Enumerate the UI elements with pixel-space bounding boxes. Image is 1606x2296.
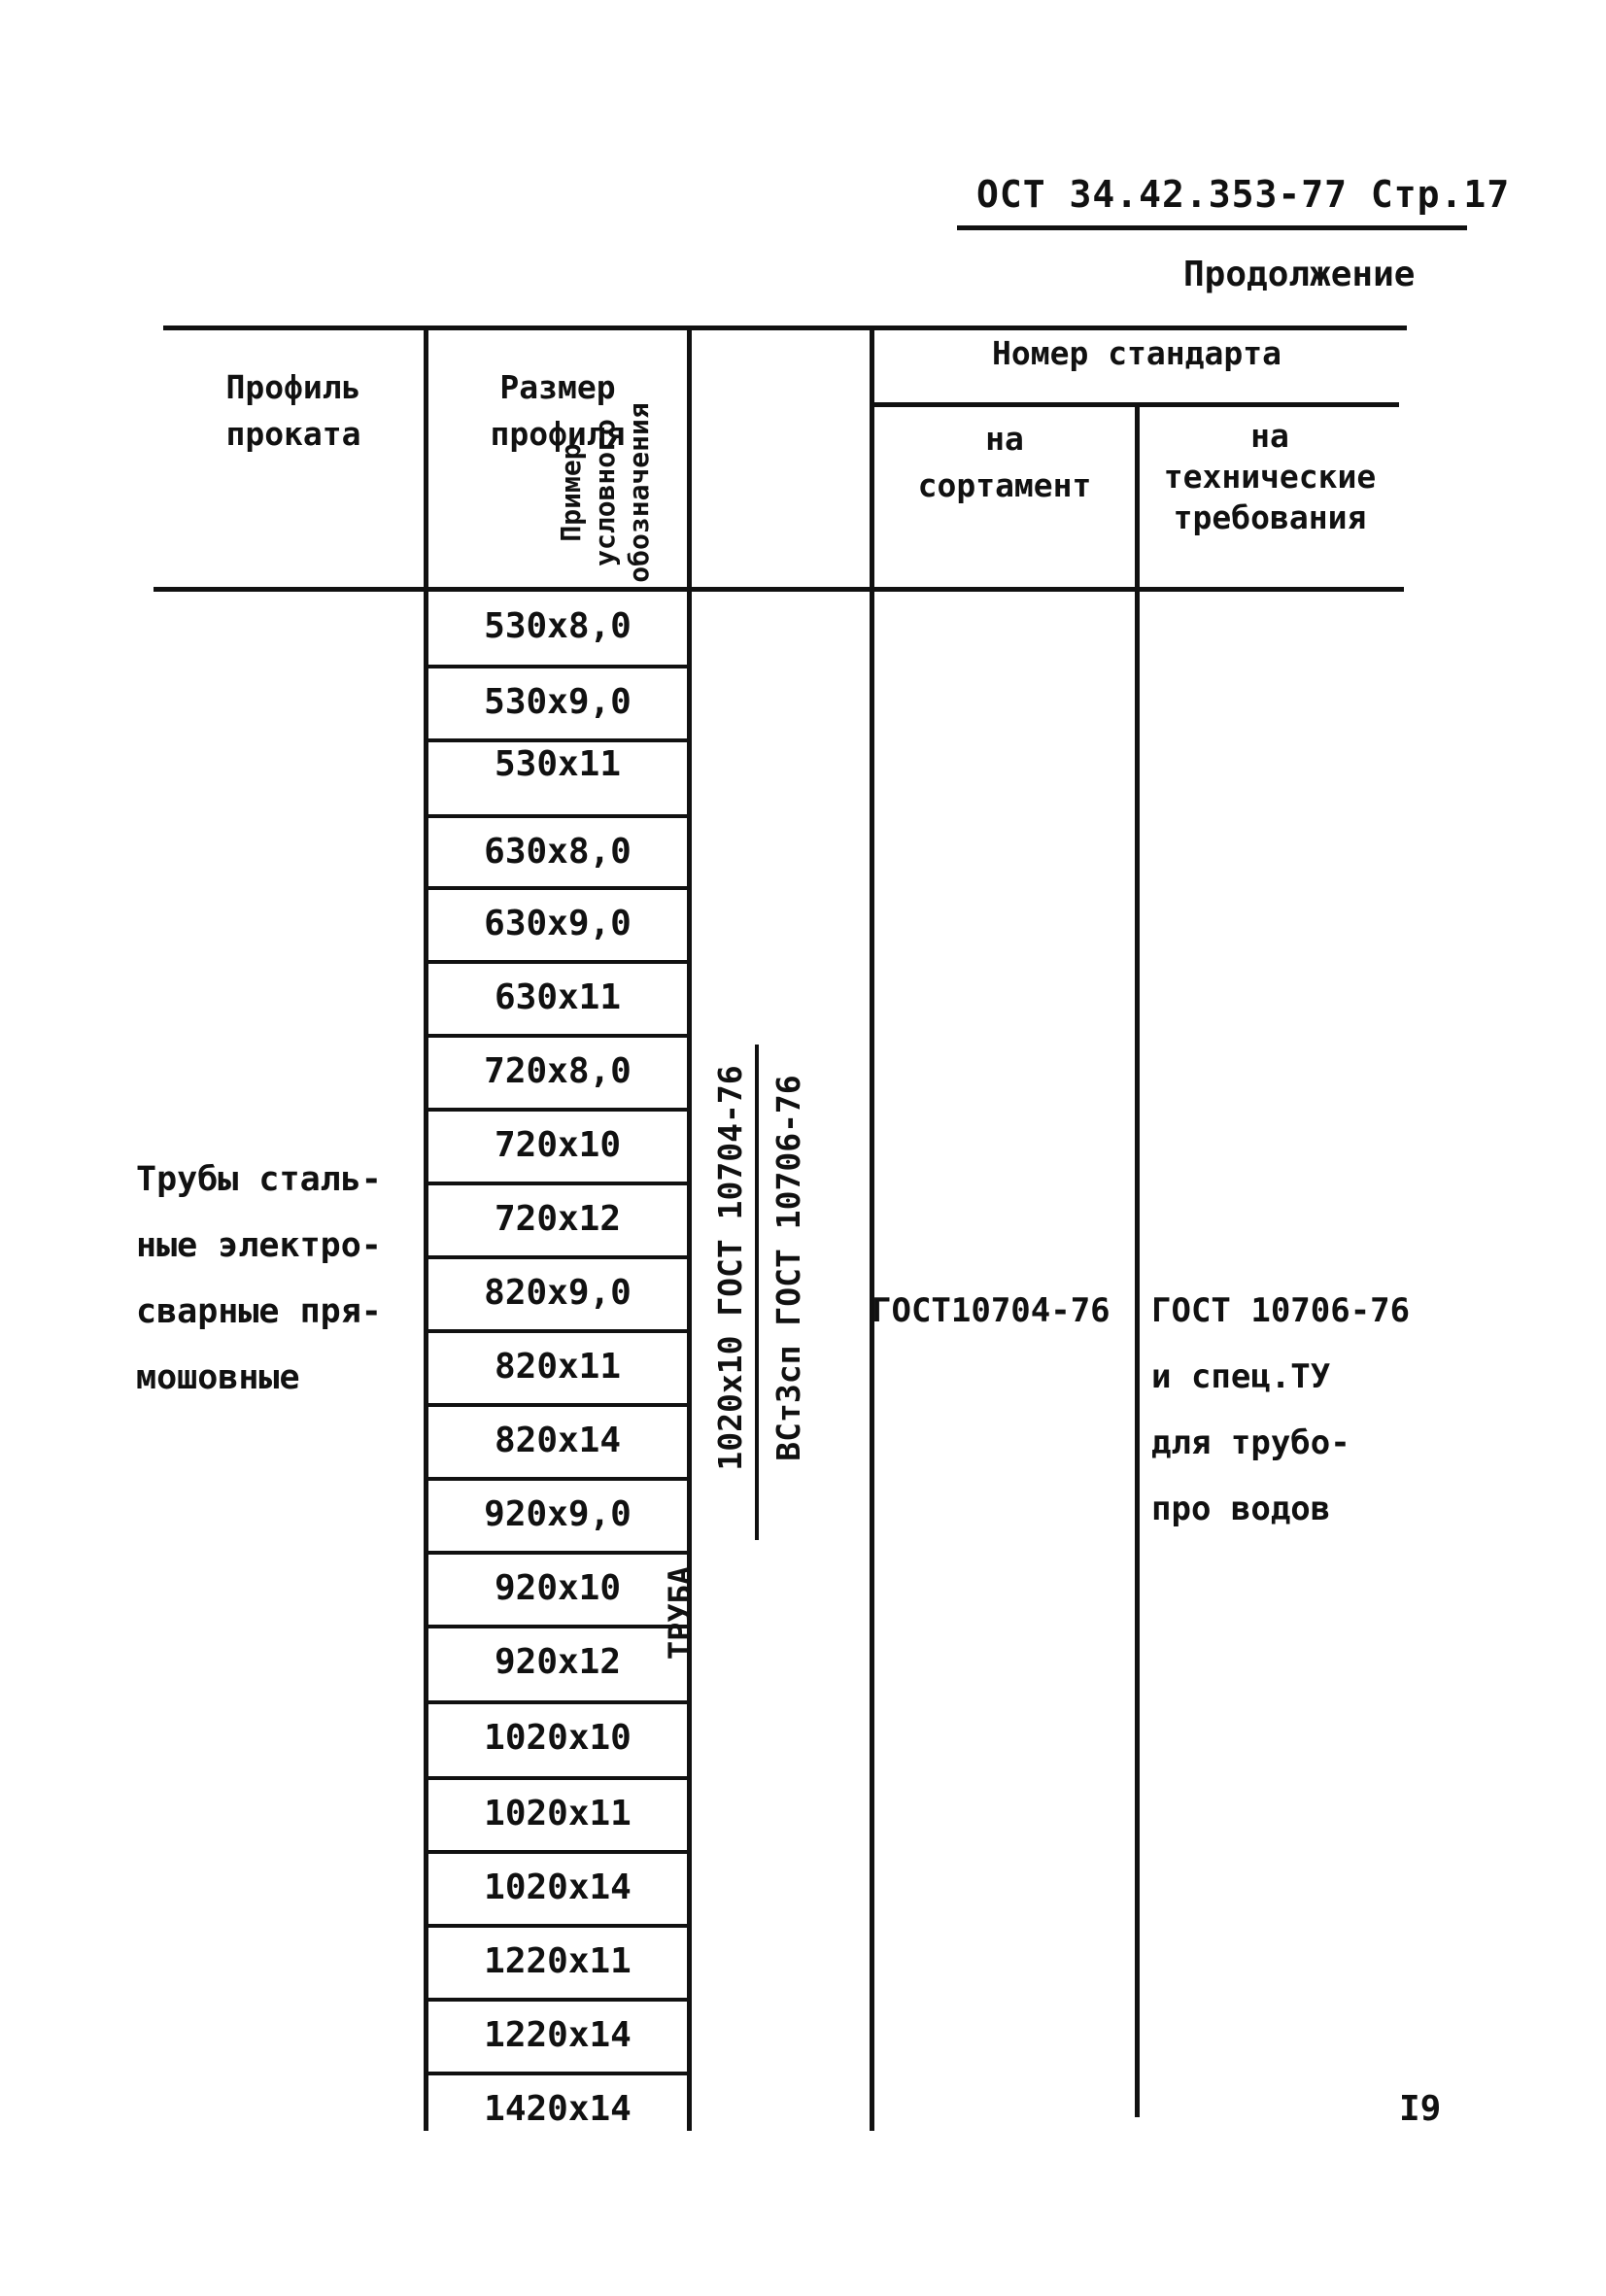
continuation-label: Продолжение xyxy=(1183,255,1416,294)
header-bottom-rule xyxy=(154,587,1404,592)
size-row xyxy=(427,1255,688,1335)
technical-line-4: про водов xyxy=(1151,1490,1331,1528)
size-value: 630x11 xyxy=(494,977,622,1017)
size-value: 720x8,0 xyxy=(484,1051,632,1091)
example-header-line-1: Пример xyxy=(555,443,587,542)
size-row xyxy=(427,665,688,744)
size-value: 920x9,0 xyxy=(484,1494,632,1534)
size-row xyxy=(427,593,688,668)
technical-line-2: и спец.ТУ xyxy=(1151,1357,1331,1396)
assortment-column-header xyxy=(874,416,1135,509)
header-underline xyxy=(957,225,1467,230)
size-row xyxy=(427,1924,688,2004)
size-header-line-1: Размер xyxy=(499,368,616,406)
size-row xyxy=(427,1850,688,1930)
size-value: 1220x14 xyxy=(484,2015,632,2055)
size-row xyxy=(427,1108,688,1187)
size-value: 530x11 xyxy=(494,744,622,784)
size-row xyxy=(427,1625,688,1704)
profile-name-line-3: сварные пря- xyxy=(136,1292,382,1331)
size-value: 1020x14 xyxy=(484,1868,632,1907)
size-value: 1220x11 xyxy=(484,1941,632,1981)
size-row xyxy=(427,1182,688,1261)
page-number: I9 xyxy=(1399,2089,1442,2129)
size-row xyxy=(427,814,688,894)
technical-header-line-1: на xyxy=(1250,417,1289,455)
size-row xyxy=(427,1998,688,2077)
example-denominator: ВСт3сп ГОСТ 10706-76 xyxy=(769,1075,807,1461)
profile-header-line-1: Профиль xyxy=(225,368,361,406)
example-prefix: ТРУБА xyxy=(662,1565,699,1661)
assortment-header-line-2: сортамент xyxy=(917,466,1092,504)
size-row xyxy=(427,1403,688,1483)
size-row xyxy=(427,1700,688,1780)
size-value: 630x9,0 xyxy=(484,904,632,943)
technical-requirements xyxy=(1151,1278,1410,1542)
technical-line-3: для трубо- xyxy=(1151,1423,1350,1462)
profile-name-line-2: ные электро- xyxy=(136,1226,382,1265)
document-reference: ОСТ 34.42.353-77 Стр.17 xyxy=(976,173,1511,216)
size-value: 1020x10 xyxy=(484,1718,632,1758)
size-row xyxy=(427,2072,688,2132)
size-row xyxy=(427,1776,688,1856)
size-value: 820x11 xyxy=(494,1347,622,1387)
example-fraction-bar xyxy=(755,1045,759,1540)
example-column-header xyxy=(554,376,700,609)
size-value: 820x9,0 xyxy=(484,1273,632,1313)
size-row xyxy=(427,886,688,966)
profile-header-line-2: проката xyxy=(225,415,361,453)
size-value: 1420x14 xyxy=(484,2089,632,2129)
size-value: 630x8,0 xyxy=(484,832,632,872)
size-value: 720x12 xyxy=(494,1199,622,1239)
size-row xyxy=(427,1477,688,1557)
size-value: 1020x11 xyxy=(484,1794,632,1833)
profile-column-header xyxy=(163,364,424,458)
column-divider-4 xyxy=(1135,402,1140,2117)
profile-name xyxy=(136,1147,382,1411)
standard-number-header: Номер стандарта xyxy=(991,334,1281,372)
assortment-header-line-1: на xyxy=(985,420,1024,458)
example-header-line-3: обозначения xyxy=(623,402,655,583)
size-value: 530x9,0 xyxy=(484,682,632,722)
size-row xyxy=(427,1329,688,1409)
size-value: 530x8,0 xyxy=(484,606,632,646)
size-value: 820x14 xyxy=(494,1421,622,1460)
profile-name-line-4: мошовные xyxy=(136,1358,300,1397)
profile-name-line-1: Трубы сталь- xyxy=(136,1160,382,1199)
size-value: 920x10 xyxy=(494,1568,622,1608)
size-value: 720x10 xyxy=(494,1125,622,1165)
size-row xyxy=(427,1551,688,1630)
assortment-standard: ГОСТ10704-76 xyxy=(871,1291,1111,1330)
technical-line-1: ГОСТ 10706-76 xyxy=(1151,1291,1411,1330)
size-header-line-2: профиля xyxy=(490,415,626,453)
size-row xyxy=(427,960,688,1040)
size-row xyxy=(427,1034,688,1114)
example-numerator: 1020x10 ГОСТ 10704-76 xyxy=(711,1065,749,1471)
size-row xyxy=(427,738,688,818)
technical-header-line-3: требования xyxy=(1173,498,1367,536)
example-header-line-2: условного xyxy=(589,419,621,566)
technical-header-line-2: технические xyxy=(1163,458,1377,496)
size-value: 920x12 xyxy=(494,1642,622,1682)
technical-column-header xyxy=(1140,416,1400,538)
column-divider-3 xyxy=(870,326,874,2131)
